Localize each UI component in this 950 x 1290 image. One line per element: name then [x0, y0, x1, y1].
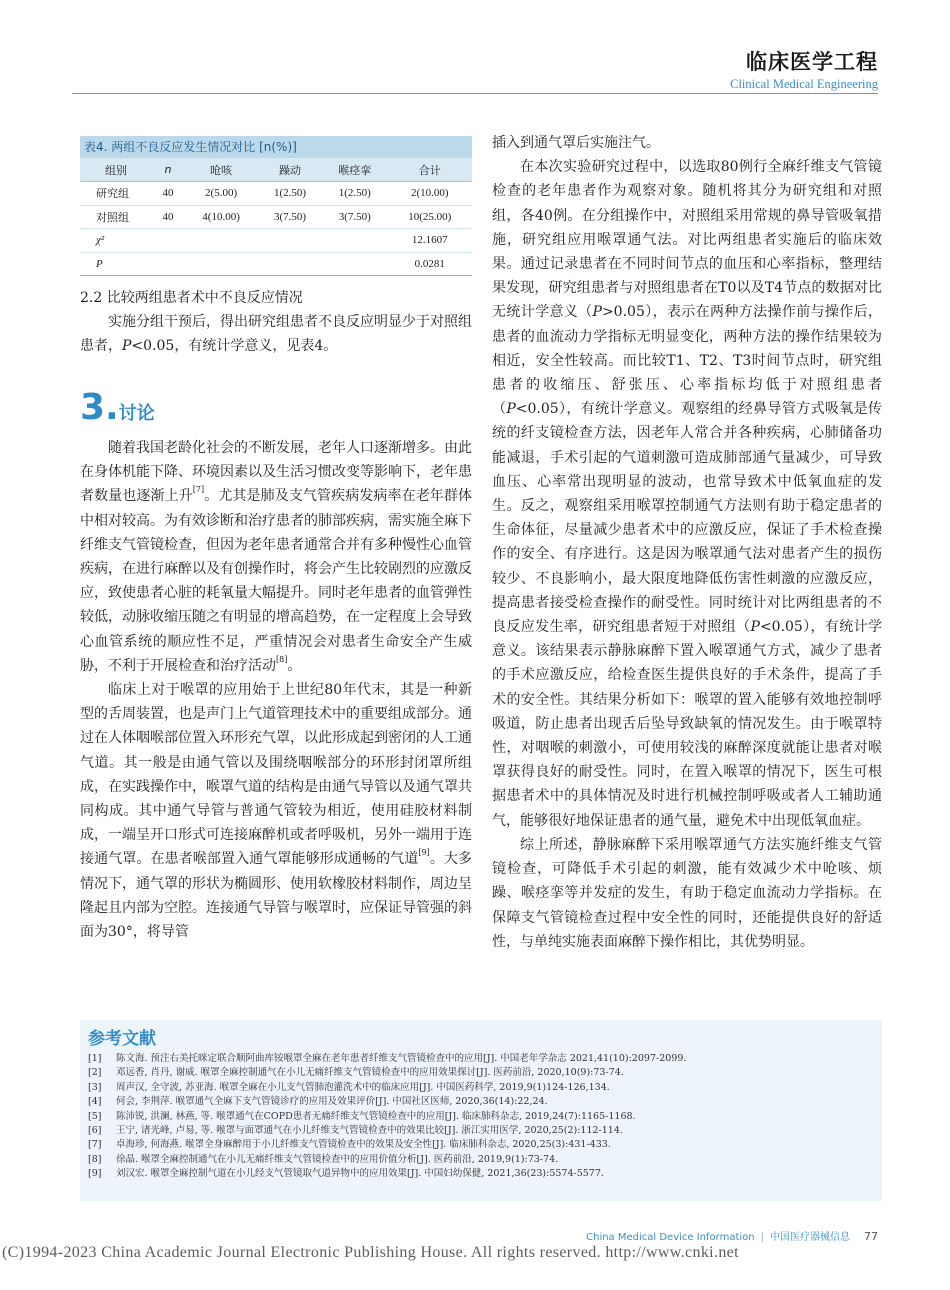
footer-journal-en: China Medical Device Information — [586, 1232, 755, 1243]
col-group: 组别 — [80, 158, 152, 182]
col-laryngospasm: 喉痉挛 — [322, 158, 388, 182]
left-column — [80, 286, 472, 359]
table-cell: 3(7.50) — [258, 205, 322, 229]
table-cell: 1(2.50) — [322, 182, 388, 206]
table-cell — [152, 229, 184, 253]
table-cell: 12.1607 — [388, 229, 472, 253]
header-divider — [72, 93, 878, 94]
paragraph: 插入到通气罩后实施注气。 — [492, 135, 660, 151]
paragraph: 在本次实验研究过程中，以选取80例行全麻纤维支气管镜检查的老年患者作为观察对象。随机将其分为研究组和对照组，各40例。在分组操作中，对照组采用常规的鼻导管吸氧措施，研究组应用喉罩通气法。对比两组患者实施后的临床效果。通过记录患者在不同时间节点的血压和心率指标，整理结果发现，研究组患者与对照组患者在T0以及T4节点的数据对比无统计学意义（P>0.05），表示在两种方法操作前与操作后，患者的血流动力学指标无明显变化，两种方法的操作结果较为相近，安全性较高。而比较T1、T2、T3时间节点时，研究组患者的收缩压、舒张压、心率指标均低于对照组患者（P<0.05），有统计学意义。观察组的经鼻导管方式吸氧是传统的纤支镜检查方法，因老年人常合并各种疾病，心肺储备功能减退，手术引起的气道刺激可造成肺部通气量减少，可导致血压、心率常出现明显的波动，也常导致术中低氧血症的发生。反之，观察组采用喉罩控制通气方法则有助于稳定患者的生命体征，尽量减少患者术中的应激反应，保证了手术检查操作的安全、有序进行。这是因为喉罩通气法对患者产生的损伤较少、不良影响小，最大限度地降低伤害性刺激的应激反应，提高患者接受检查操作的耐受性。同时统计对比两组患者的不良反应发生率，研究组患者短于对照组（P<0.05），有统计学意义。该结果表示静脉麻醉下置入喉罩通气方式，减少了患者的手术应激反应，给检查医生提供良好的手术条件，提高了手术的安全性。其结果分析如下：喉罩的置入能够有效地控制呼吸道，防止患者出现舌后坠导致缺氧的情况发生。由于喉罩特性，对咽喉的刺激小，可使用较浅的麻醉深度就能让患者对喉罩获得良好的耐受性。同时，在置入喉罩的情况下，医生可根据患者术中的具体情况及时进行机械控制呼吸或者人工辅助通气，能够很好地保证患者的通气量，避免术中出现低氧血症。 — [492, 159, 883, 829]
table-cell: 40 — [152, 205, 184, 229]
paragraph: 随着我国老龄化社会的不断发展，老年人口逐渐增多。由此在身体机能下降、环境因素以及生活习惯改变等影响下，老年患者数量也逐渐上升[7]。尤其是肺及支气管疾病发病率在老年群体中相对较高。为有效诊断和治疗患者的肺部疾病，需实施全麻下纤维支气管镜检查，但因为老年患者通常合并有多种慢性心血管疾病，在进行麻醉以及有创操作时，将会产生比较剧烈的应激反应，致使患者心脏的耗氧量大幅提升。同时老年患者的血管弹性较低，动脉收缩压随之有明显的增高趋势，在一定程度上会导致心血管系统的顺应性不足，严重情况会对患者生命安全产生威胁，不利于开展检查和治疗活动[8]。 — [80, 440, 473, 674]
table-row — [80, 205, 472, 229]
reference-item: [9] 刘汉宏. 喉罩全麻控制气道在小儿经支气管镜取气道异物中的应用效果[J]. 中国妇幼保健, 2021,36(23):5574-5577. — [88, 1168, 604, 1180]
table-title: 表4. 两组不良反应发生情况对比 [n(%)] — [80, 136, 472, 158]
table-header-row — [80, 158, 472, 182]
table-row — [80, 229, 472, 253]
page-footer: China Medical Device Information | 中国医疗器械信息 77 — [586, 1230, 878, 1243]
table-cell — [184, 229, 258, 253]
table-cell: 对照组 — [80, 205, 152, 229]
section-heading-discussion — [80, 388, 155, 428]
table-cell — [258, 229, 322, 253]
table-cell — [184, 252, 258, 276]
col-n: n — [152, 158, 184, 182]
paragraph: 实施分组干预后，得出研究组患者不良反应明显少于对照组患者，P<0.05，有统计学意义，见表4。 — [80, 314, 472, 355]
table-cell: 2(10.00) — [388, 182, 472, 206]
table-cell: 4(10.00) — [184, 205, 258, 229]
citation: [7] — [192, 485, 205, 495]
table-cell: 40 — [152, 182, 184, 206]
citation: [9] — [418, 848, 430, 858]
col-agitation: 躁动 — [258, 158, 322, 182]
left-column-discussion — [80, 436, 472, 944]
table-cell — [322, 229, 388, 253]
paragraph: 临床上对于喉罩的应用始于上世纪80年代末，其是一种新型的舌周装置，也是声门上气道管理技术中的重要组成部分。通过在人体咽喉部位置入环形充气罩，以此形成起到密闭的人工通气道。其一般是由通气管以及围绕咽喉部分的环形封闭罩所组成，在实践操作中，喉罩气道的结构是由通气导管以及通气罩共同构成。其中通气导管与普通气管较为相近，使用硅胶材料制成，一端呈开口形式可连接麻醉机或者呼吸机，另外一端用于连接通气罩。在患者喉部置入通气罩能够形成通畅的气道[9]。大多情况下，通气罩的形状为椭圆形、使用软橡胶材料制作，周边呈隆起且内部为空腔。连接通气导管与喉罩时，应保证导管强的斜面为30°，将导管 — [80, 682, 473, 941]
references-list — [88, 1052, 878, 1182]
table-cell — [258, 252, 322, 276]
table-cell: χ² — [80, 229, 152, 253]
reference-item: [5] 陈沛锐, 洪澜, 林燕, 等. 喉罩通气在COPD患者无痛纤维支气管镜检查中的应用[J]. 临床肺科杂志, 2019,24(7):1165-1168. — [88, 1110, 636, 1122]
reference-item: [6] 王宁, 诸光峰, 卢易, 等. 喉罩与面罩通气在小儿纤维支气管镜检查中的效果比较[J]. 浙江实用医学, 2020,25(2):112-114. — [88, 1125, 623, 1137]
reference-item: [7] 卓海珍, 何海燕. 喉罩全身麻醉用于小儿纤维支气管镜检查中的效果及安全性[J]. 临床肺科杂志, 2020,25(3):431-433. — [88, 1139, 611, 1151]
reference-item: [1] 陈文海. 预注右美托咪定联合顺阿曲库铵喉罩全麻在老年患者纤维支气管镜检查中的应用[J]. 中国老年学杂志 2021,41(10):2097-2099. — [88, 1053, 687, 1064]
table-cell: 研究组 — [80, 182, 152, 206]
footer-journal-cn: 中国医疗器械信息 — [770, 1232, 850, 1243]
journal-title-cn: 临床医学工程 — [746, 50, 878, 74]
citation: [8] — [276, 654, 288, 664]
reference-item: [8] 徐晶. 喉罩全麻控制通气在小儿无痛纤维支气管镜检查中的应用价值分析[J]. 医药前沿, 2019,9(1):73-74. — [88, 1153, 559, 1165]
reference-item: [3] 周声汉, 全守波, 苏亚海. 喉罩全麻在小儿支气管肺泡灌洗术中的临床应用[J]. 中国医药科学, 2019,9(1)124-126,134. — [88, 1081, 610, 1093]
adverse-reaction-table — [80, 158, 472, 276]
table-cell: 0.0281 — [388, 252, 472, 276]
table-cell — [152, 252, 184, 276]
table-cell: 3(7.50) — [322, 205, 388, 229]
subsection-heading: 2.2 比较两组患者术中不良反应情况 — [80, 290, 303, 306]
paragraph: 综上所述，静脉麻醉下采用喉罩通气方法实施纤维支气管镜检查，可降低手术引起的刺激，能有效减少术中呛咳、烦躁、喉痉挛等并发症的发生，有助于稳定血流动力学指标。在保障支气管镜检查过程中安全性的同时，还能提供良好的舒适性，与单纯实施表面麻醉下操作相比，其优势明显。 — [492, 836, 882, 950]
section-title: 讨论 — [118, 403, 155, 424]
table-cell: 2(5.00) — [184, 182, 258, 206]
col-cough: 呛咳 — [184, 158, 258, 182]
table-row — [80, 182, 472, 206]
reference-item: [2] 邓远香, 肖丹, 谢威. 喉罩全麻控制通气在小儿无痛纤维支气管镜检查中的应用效果探讨[J]. 医药前沿, 2020,10(9):73-74. — [88, 1067, 624, 1079]
table-cell: P — [80, 252, 152, 276]
table-cell: 1(2.50) — [258, 182, 322, 206]
table-cell: 10(25.00) — [388, 205, 472, 229]
col-total: 合计 — [388, 158, 472, 182]
journal-title-en: Clinical Medical Engineering — [730, 77, 878, 91]
page-number: 77 — [864, 1230, 878, 1243]
section-number: 3. — [80, 387, 119, 428]
right-column — [492, 131, 882, 954]
journal-header — [730, 48, 878, 92]
table-row — [80, 252, 472, 276]
table-4 — [80, 136, 472, 276]
table-cell — [322, 252, 388, 276]
references-title: 参考文献 — [88, 1029, 156, 1049]
reference-item: [4] 何会, 李荆萍. 喉罩通气全麻下支气管镜诊疗的应用及效果评价[J]. 中国社区医师, 2020,36(14):22,24. — [88, 1096, 548, 1108]
copyright-notice: (C)1994-2023 China Academic Journal Electronic Publishing House. All rights reserved. http://www.cnki.net — [2, 1244, 739, 1261]
